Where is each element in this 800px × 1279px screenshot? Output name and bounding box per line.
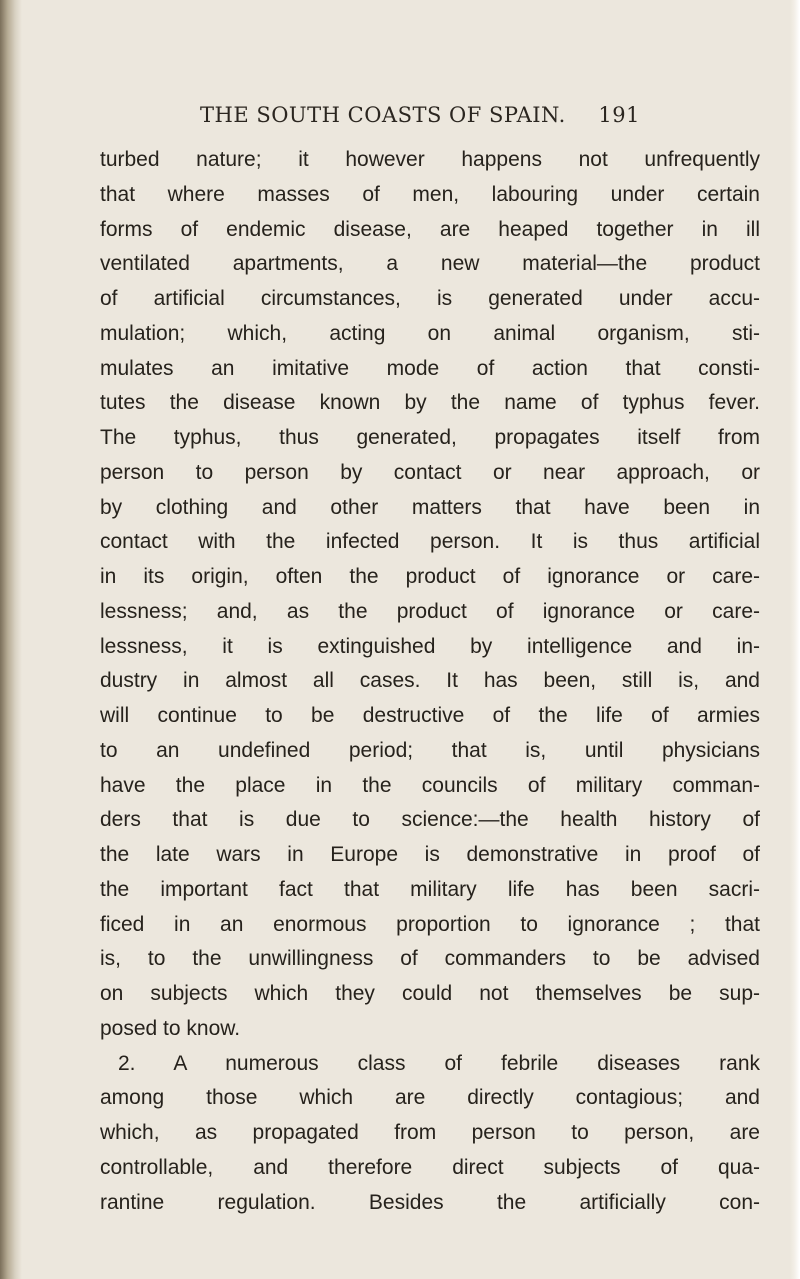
- text-line: is, to the unwillingness of commanders to be advised: [100, 947, 760, 971]
- text-line: ventilated apartments, a new material—the product: [100, 252, 760, 276]
- text-line: to an undefined period; that is, until physicians: [100, 738, 760, 762]
- text-line: ficed in an enormous proportion to ignorance ; that: [100, 912, 760, 936]
- text-line: lessness, it is extinguished by intelligence and in-: [100, 634, 760, 658]
- text-line: among those which are directly contagious; and: [100, 1086, 760, 1110]
- page-gutter-shadow: [0, 0, 22, 1279]
- running-title: THE SOUTH COASTS OF SPAIN.: [200, 103, 566, 127]
- text-line: tutes the disease known by the name of typhus fever.: [100, 391, 760, 415]
- text-line: The typhus, thus generated, propagates itself from: [100, 426, 760, 449]
- text-line: will continue to be destructive of the life of armies: [100, 704, 760, 727]
- text-line: controllable, and therefore direct subjects of qua-: [100, 1155, 760, 1179]
- text-line: mulation; which, acting on animal organism, sti-: [100, 321, 760, 345]
- text-line-paragraph-end: posed to know.: [100, 1016, 241, 1040]
- text-line: person to person by contact or near approach, or: [100, 460, 760, 484]
- text-line: have the place in the councils of military comman-: [100, 773, 760, 797]
- page-right-edge: [790, 0, 800, 1279]
- text-line: dustry in almost all cases. It has been, still is, and: [100, 669, 760, 693]
- text-line: lessness; and, as the product of ignorance or care-: [100, 599, 760, 623]
- text-line: turbed nature; it however happens not unfrequently: [100, 148, 760, 171]
- body-text: [100, 143, 760, 1220]
- text-line: contact with the infected person. It is thus artificial: [100, 530, 760, 554]
- text-line: which, as propagated from person to person, are: [100, 1121, 760, 1144]
- text-line: of artificial circumstances, is generated under accu-: [100, 287, 760, 310]
- text-line: the late wars in Europe is demonstrative in proof of: [100, 843, 760, 866]
- text-line: mulates an imitative mode of action that consti-: [100, 356, 760, 380]
- running-header: [200, 103, 640, 135]
- text-line: forms of endemic disease, are heaped together in ill: [100, 217, 760, 241]
- text-line: in its origin, often the product of ignorance or care-: [100, 565, 760, 588]
- text-line: that where masses of men, labouring under certain: [100, 182, 760, 206]
- text-line: on subjects which they could not themselves be sup-: [100, 982, 760, 1005]
- text-line: ders that is due to science:—the health history of: [100, 808, 760, 832]
- text-line: rantine regulation. Besides the artificially con-: [100, 1190, 760, 1214]
- text-line: the important fact that military life has been sacri-: [100, 877, 760, 901]
- text-line-paragraph-start: 2. A numerous class of febrile diseases rank: [118, 1051, 760, 1075]
- text-line: by clothing and other matters that have been in: [100, 495, 760, 519]
- page-number: 191: [598, 103, 640, 127]
